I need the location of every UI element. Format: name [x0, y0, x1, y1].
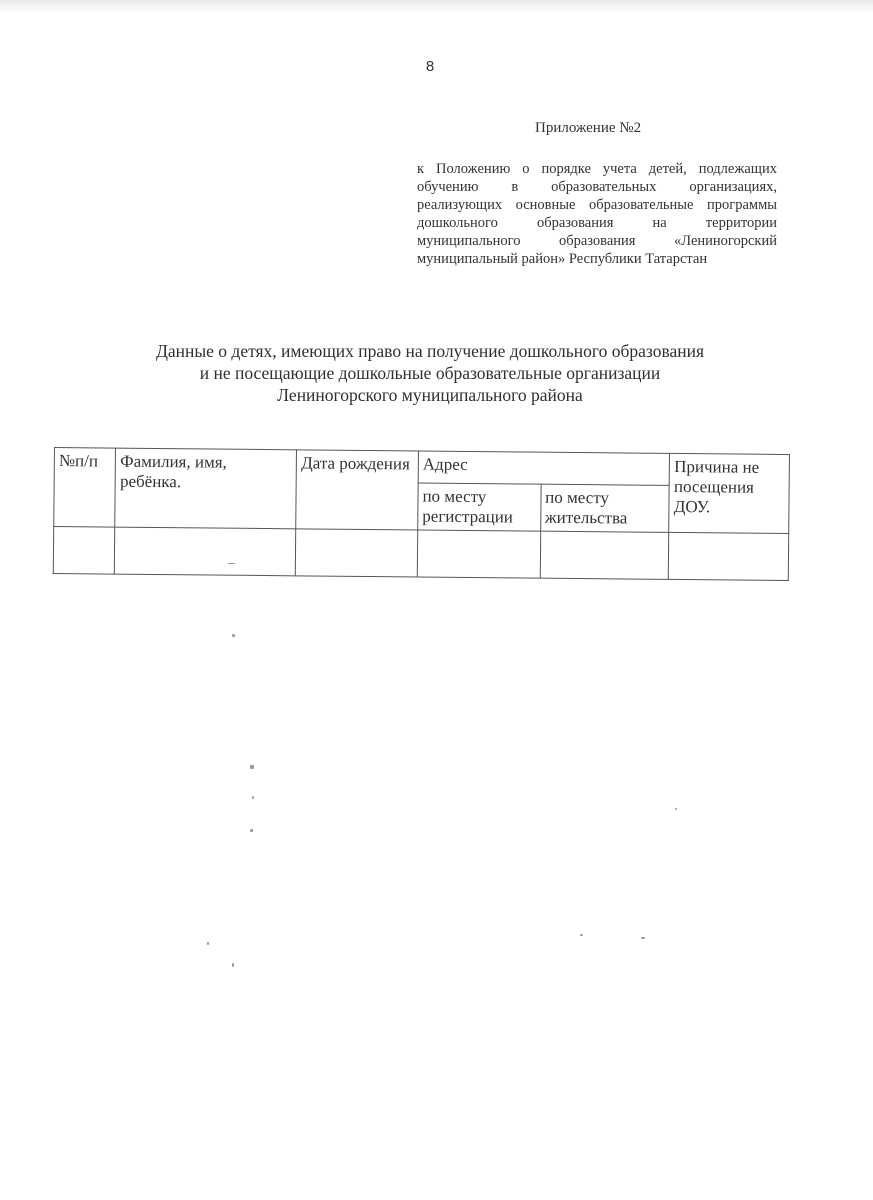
appendix-reference: к Положению о порядке учета детей, подлежащих обучению в образовательных организациях, реализующих основные образовательные программы дошкольного образования на территории муниципального образования «Лениногорский муниципальный район» Республики Татарстан [417, 161, 777, 267]
scan-speck [232, 634, 235, 637]
appendix-title: Приложение №2 [535, 120, 642, 136]
table-cell [669, 532, 789, 580]
scan-speck [250, 829, 253, 832]
heading-line-3: Лениногорского муниципального района [277, 385, 583, 405]
table-row [53, 527, 788, 581]
header-reason: Причина не посещения ДОУ. [669, 453, 789, 533]
table-cell [296, 529, 418, 577]
header-birth-date: Дата рождения [296, 450, 418, 530]
heading-line-2: и не посещающие дошкольные образовательные организации [199, 363, 661, 383]
table-cell [115, 527, 296, 576]
scan-speck [641, 937, 645, 939]
scan-speck [207, 942, 209, 945]
scan-speck [675, 808, 677, 810]
scan-speck [232, 963, 234, 967]
scan-speck [250, 765, 254, 769]
header-number: №п/п [54, 448, 116, 528]
scan-speck [580, 934, 583, 936]
header-address: Адрес [418, 451, 670, 485]
header-address-registration: по месту регистрации [418, 483, 541, 531]
table-cell [540, 531, 669, 579]
children-data-table [53, 447, 790, 581]
header-address-residence: по месту жительства [540, 484, 669, 532]
scan-speck [228, 563, 235, 564]
header-name: Фамилия, имя, ребёнка. [115, 448, 297, 529]
table-cell [417, 530, 540, 578]
table-cell [53, 527, 115, 575]
heading-line-1: Данные о детях, имеющих право на получение дошкольного образования [155, 341, 705, 361]
scan-top-edge [0, 0, 873, 14]
page-number: 8 [425, 58, 435, 75]
document-heading [0, 340, 860, 406]
scan-speck [252, 796, 254, 799]
